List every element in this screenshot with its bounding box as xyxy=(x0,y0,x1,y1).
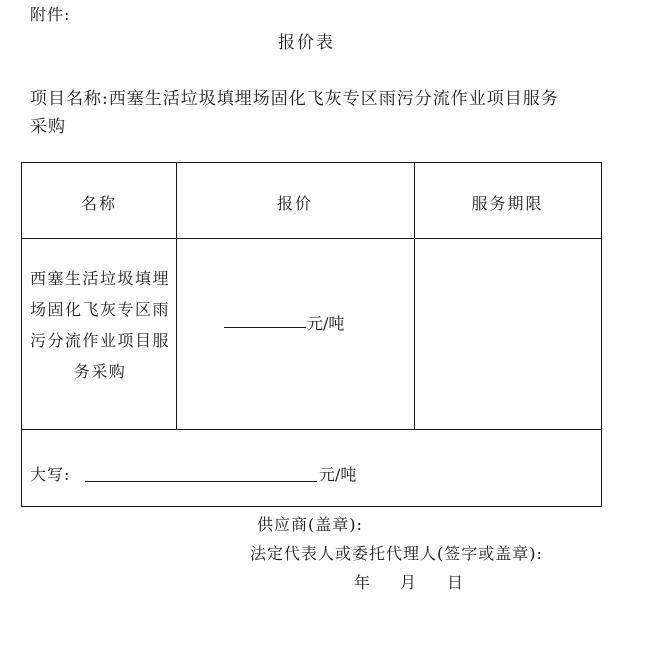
content-row-divider xyxy=(22,429,601,430)
supplier-seal-label: 供应商(盖章): xyxy=(257,515,363,534)
date-day-label: 日 xyxy=(447,573,464,592)
capitalized-amount-label: 大写: xyxy=(30,465,71,484)
quotation-table xyxy=(21,162,602,507)
capitalized-amount-blank-line[interactable] xyxy=(85,481,317,482)
project-name-line-1: 项目名称:西塞生活垃圾填埋场固化飞灰专区雨污分流作业项目服务 xyxy=(30,89,559,109)
price-blank-line[interactable] xyxy=(224,327,306,328)
document-title: 报价表 xyxy=(278,33,335,53)
price-unit: 元/吨 xyxy=(307,314,345,333)
column-header-name: 名称 xyxy=(80,194,117,213)
date-year-label: 年 xyxy=(354,573,371,592)
attachment-label: 附件: xyxy=(30,5,71,24)
column-header-service-period: 服务期限 xyxy=(471,194,544,213)
capitalized-amount-unit: 元/吨 xyxy=(319,465,357,484)
date-month-label: 月 xyxy=(400,573,417,592)
column-header-price: 报价 xyxy=(276,194,313,213)
legal-representative-signature-label: 法定代表人或委托代理人(签字或盖章): xyxy=(250,544,543,563)
item-name-cell: 西塞生活垃圾填埋场固化飞灰专区雨污分流作业项目服务采购 xyxy=(30,269,171,381)
header-row-divider xyxy=(22,238,601,239)
project-name-line-2: 采购 xyxy=(30,117,66,137)
